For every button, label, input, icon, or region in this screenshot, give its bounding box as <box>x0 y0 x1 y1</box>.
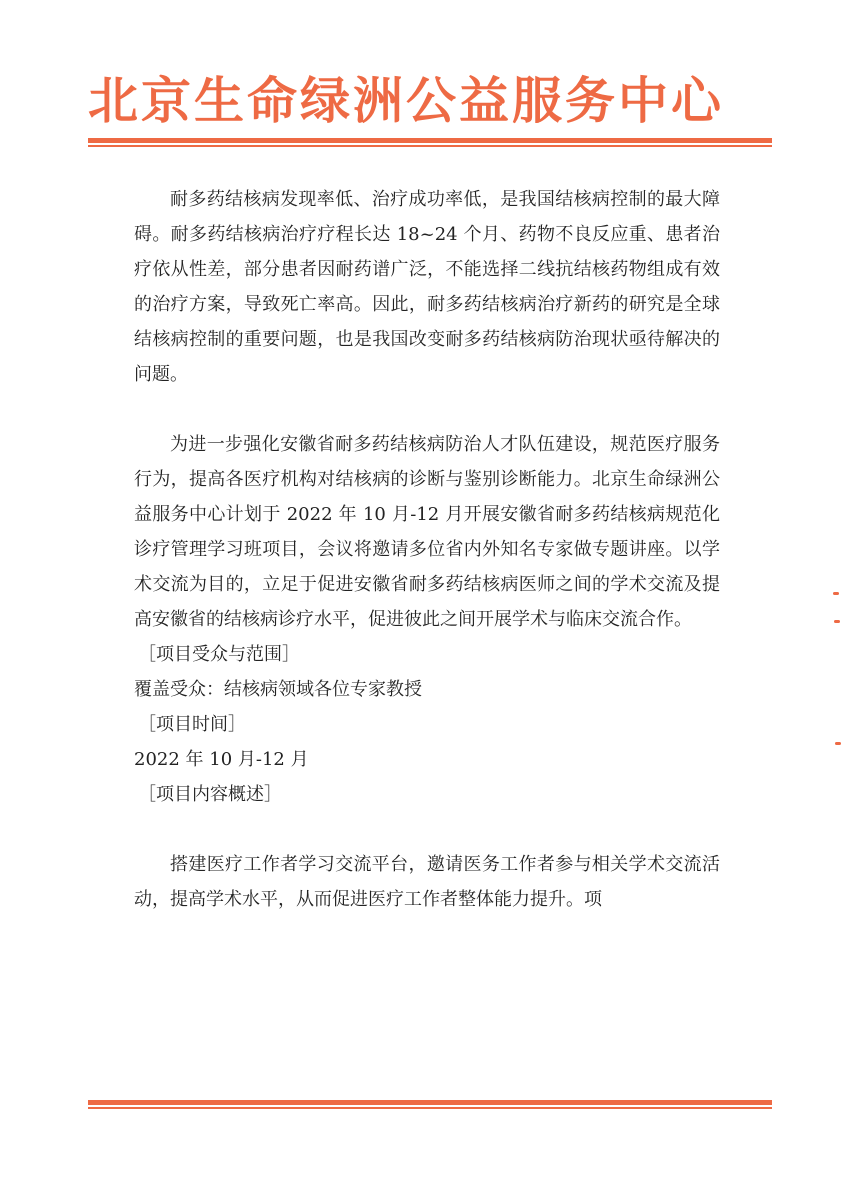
seal-edge-mark <box>833 592 839 595</box>
plan-paragraph: 为进一步强化安徽省耐多药结核病防治人才队伍建设，规范医疗服务行为，提高各医疗机构对结核病的诊断与鉴别诊断能力。北京生命绿洲公益服务中心计划于 2022 年 10 月-12 月开展安徽省耐多药结核病规范化诊疗管理学习班项目，会议将邀请多位省内外知名专家做专题讲座。以学术交流为目的，立足于促进安徽省耐多药结核病医师之间的学术交流及提高安徽省的结核病诊疗水平，促进彼此之间开展学术与临床交流合作。 <box>134 434 720 630</box>
content-heading: ［项目内容概述］ <box>138 784 282 805</box>
bottom-rule-thin-line <box>88 1107 772 1109</box>
time-text: 2022 年 10 月-12 月 <box>134 749 309 770</box>
letterhead-bottom-rule <box>88 1100 772 1109</box>
top-rule-thin-line <box>88 145 772 147</box>
audience-heading: ［项目受众与范围］ <box>138 644 300 665</box>
letterhead-title: 北京生命绿洲公益服务中心 <box>88 72 724 130</box>
time-heading: ［项目时间］ <box>138 714 246 735</box>
intro-paragraph: 耐多药结核病发现率低、治疗成功率低，是我国结核病控制的最大障碍。耐多药结核病治疗疗程长达 18~24 个月、药物不良反应重、患者治疗依从性差，部分患者因耐药谱广泛，不能选择二线抗结核药物组成有效的治疗方案，导致死亡率高。因此，耐多药结核病治疗新药的研究是全球结核病控制的重要问题，也是我国改变耐多药结核病防治现状亟待解决的问题。 <box>134 189 720 385</box>
bottom-rule-thick-line <box>88 1100 772 1105</box>
audience-text: 覆盖受众：结核病领域各位专家教授 <box>134 679 422 700</box>
seal-edge-mark <box>834 620 840 623</box>
content-paragraph: 搭建医疗工作者学习交流平台，邀请医务工作者参与相关学术交流活动，提高学术水平，从而促进医疗工作者整体能力提升。项 <box>134 854 720 910</box>
letter-body <box>134 182 720 917</box>
letterhead-top-rule <box>88 138 772 147</box>
top-rule-thick-line <box>88 138 772 143</box>
seal-edge-mark <box>835 742 841 745</box>
